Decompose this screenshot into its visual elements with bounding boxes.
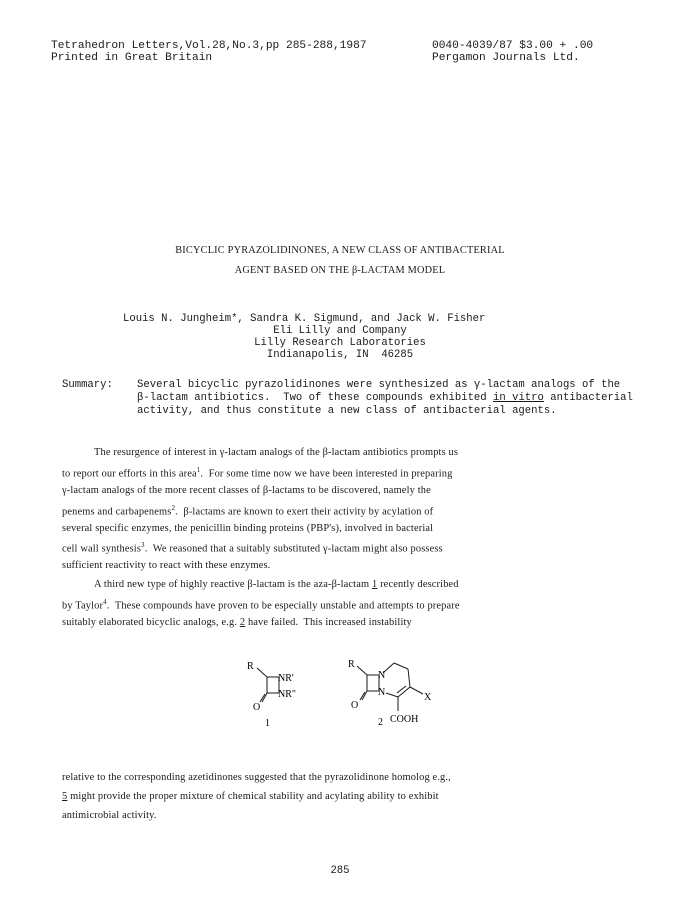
printed-location: Printed in Great Britain (51, 52, 213, 64)
author-names: Louis N. Jungheim*, Sandra K. Sigmund, and Jack W. Fisher (123, 313, 486, 325)
publisher: Pergamon Journals Ltd. (432, 52, 580, 64)
affiliation-labs: Lilly Research Laboratories (254, 337, 426, 349)
nitrogen-label: N (378, 670, 386, 681)
oxygen-label: O (253, 702, 261, 713)
nr-double-prime-label: NR" (278, 689, 296, 700)
price-code: 0040-4039/87 $3.00 + .00 (432, 40, 594, 52)
compound-number-1: 1 (265, 718, 270, 729)
body-line: antimicrobial activity. (62, 810, 157, 821)
article-title-line2: AGENT BASED ON THE β-LACTAM MODEL (234, 265, 446, 276)
body-line: The resurgence of interest in γ-lactam analogs of the β-lactam antibiotics prompts us (94, 447, 459, 458)
body-line: by Taylor$^4$. These compounds have proven to be especially unstable and attempts to prepare (62, 598, 460, 612)
body-line: several specific enzymes, the penicillin binding proteins (PBP's), involved in bacterial (62, 523, 434, 534)
page-number: 285 (330, 865, 350, 877)
summary-line: β-lactam antibiotics. Two of these compounds exhibited in vitro antibacterial (137, 392, 633, 404)
affiliation-company: Eli Lilly and Company (273, 325, 407, 337)
affiliation-city: Indianapolis, IN 46285 (266, 349, 414, 361)
summary-line: Several bicyclic pyrazolidinones were synthesized as γ-lactam analogs of the (137, 379, 621, 391)
body-line: relative to the corresponding azetidinones suggested that the pyrazolidinone homolog e.g., (62, 772, 451, 783)
body-line: sufficient reactivity to react with these enzymes. (62, 560, 271, 571)
journal-citation: Tetrahedron Letters,Vol.28,No.3,pp 285-288,1987 (51, 40, 367, 52)
r-group-label: R (348, 659, 355, 670)
body-line: 5 might provide the proper mixture of chemical stability and acylating ability to exhibit (62, 791, 439, 802)
x-substituent-label: X (424, 692, 432, 703)
body-line: γ-lactam analogs of the more recent classes of β-lactams to be discovered, namely the (62, 485, 431, 496)
compound-number-2: 2 (378, 717, 383, 728)
chemical-structures (230, 655, 460, 775)
body-line: penems and carbapenems$^2$. β-lactams are known to exert their activity by acylation of (62, 504, 434, 518)
summary-line: activity, and thus constitute a new class of antibacterial agents. (137, 405, 557, 417)
nitrogen-label: N (378, 687, 386, 698)
body-line: suitably elaborated bicyclic analogs, e.g. 2 have failed. This increased instability (62, 617, 412, 628)
summary-label: Summary: (62, 379, 113, 391)
article-title-line1: BICYCLIC PYRAZOLIDINONES, A NEW CLASS OF ANTIBACTERIAL (175, 245, 505, 256)
oxygen-label: O (351, 700, 359, 711)
r-group-label: R (247, 661, 254, 672)
body-line: cell wall synthesis$^3$. We reasoned that a suitably substituted γ-lactam might also possess (62, 541, 443, 555)
body-line: to report our efforts in this area$^1$. For some time now we have been interested in preparing (62, 466, 453, 480)
nr-prime-label: NR' (278, 673, 294, 684)
carboxyl-label: COOH (390, 714, 419, 725)
body-line: A third new type of highly reactive β-lactam is the aza-β-lactam 1 recently described (94, 579, 459, 590)
